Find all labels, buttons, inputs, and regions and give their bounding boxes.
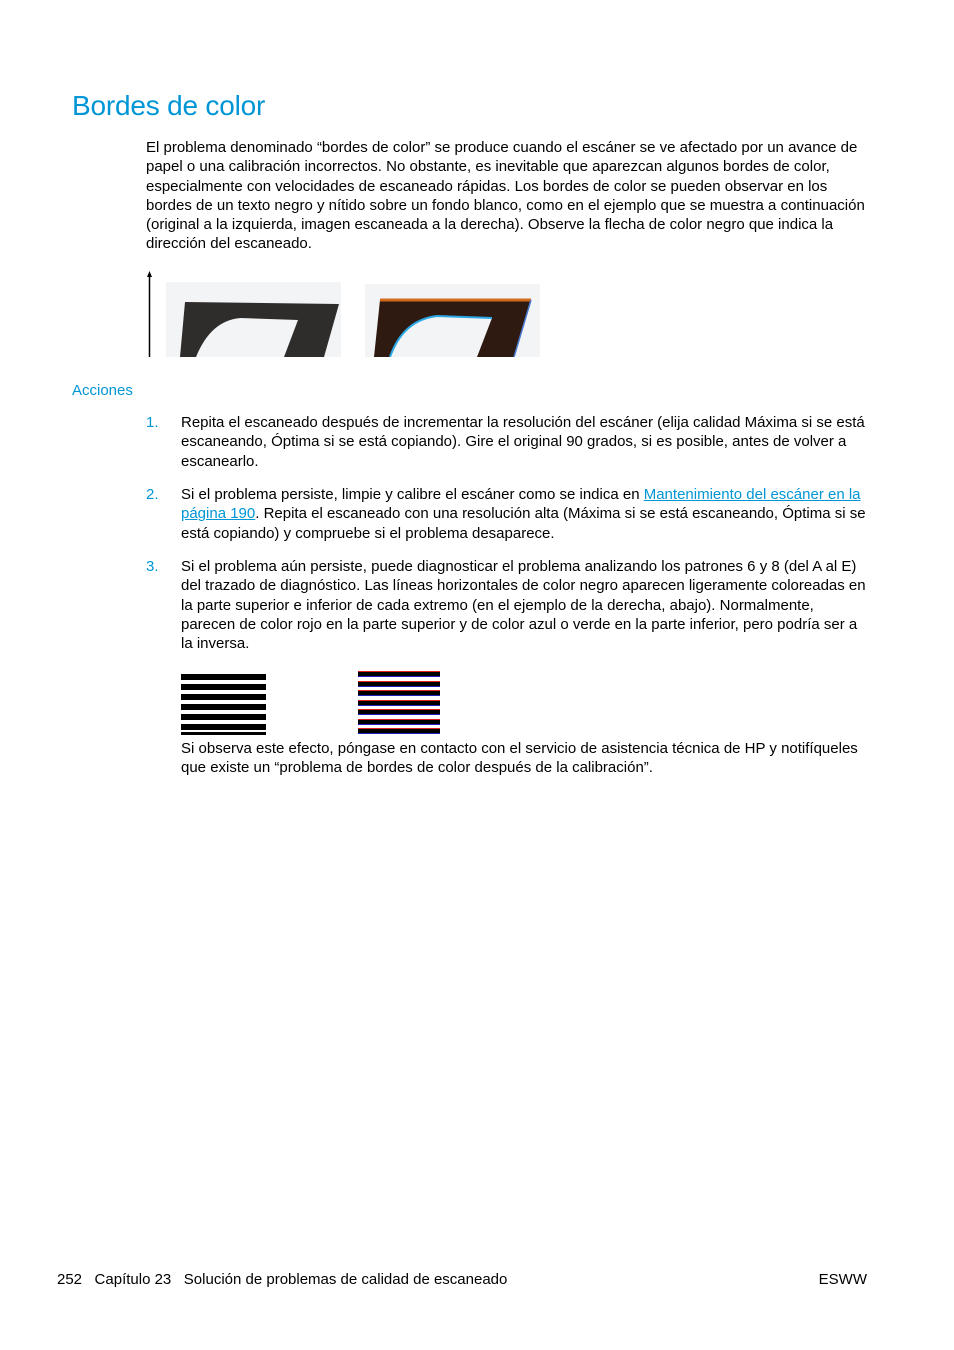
color-fringe-lines-pattern	[358, 671, 440, 734]
page-number: 252	[57, 1271, 83, 1288]
fringe-line	[358, 671, 440, 677]
step-text-part: Si el problema persiste, limpie y calibre el escáner como se indica en	[181, 486, 644, 503]
intro-paragraph: El problema denominado “bordes de color” se produce cuando el escáner se ve afectado por un avance de papel o una calibración incorrectos. No obstante, es inevitable que aparezcan algunos bordes de color, especialmente con velocidades de escaneado rápidas. Los bordes de color se pueden observar en los bordes de un texto negro y nítido sobre un fondo blanco, como en el ejemplo que se muestra a continuación (original a la izquierda, imagen escaneada a la derecha). Observe la flecha de color negro que indica la dirección del escaneado.	[146, 139, 865, 253]
step-text: Si el problema aún persiste, puede diagnosticar el problema analizando los patrones 6 y 8 (del A al E) del trazado de diagnóstico. Las líneas horizontales de color negro aparecen ligeramente coloreadas en la parte superior e inferior de cada extremo (en el ejemplo de la derecha, abajo). Normalmente, parecen de color rojo en la parte superior y de color azul o verde en la parte inferior, pero podría ser a la inversa.	[181, 558, 866, 653]
step-item	[146, 413, 870, 473]
step-text: Repita el escaneado después de incrementar la resolución del escáner (elija calidad Máxima si se está escaneando, Óptima si se está copiando). Gire el original 90 grados, si es posible, antes de volver a escanearlo.	[181, 414, 865, 470]
fringe-line	[358, 709, 440, 715]
fringe-line	[358, 690, 440, 696]
step-number: 2.	[146, 486, 159, 503]
step-note: Si observa este efecto, póngase en contacto con el servicio de asistencia técnica de HP y notifíqueles que existe un “problema de bordes de color después de la calibración”.	[181, 740, 858, 777]
step-item	[146, 557, 870, 657]
fringe-line	[358, 728, 440, 734]
scanner-maintenance-link[interactable]: Mantenimiento del escáner en la página 190	[181, 486, 861, 523]
scanned-sample-image	[365, 284, 540, 357]
page-footer	[57, 1271, 867, 1288]
step-item	[146, 485, 870, 545]
step-text-part: . Repita el escaneado con una resolución alta (Máxima si se está escaneando, Óptima si se está copiando) y compruebe si el problema desaparece.	[181, 505, 866, 542]
page-title: Bordes de color	[72, 90, 266, 121]
scan-direction-arrow-icon	[146, 271, 153, 357]
step-number: 3.	[146, 558, 159, 575]
fringe-line	[358, 700, 440, 706]
chapter-title: Solución de problemas de calidad de escaneado	[183, 1271, 508, 1288]
normal-lines-pattern	[181, 674, 266, 736]
fringe-line	[358, 681, 440, 687]
fringe-line	[358, 719, 440, 725]
section-heading-acciones: Acciones	[72, 382, 133, 399]
step-number: 1.	[146, 414, 159, 431]
step-text	[181, 485, 871, 543]
footer-locale: ESWW	[818, 1271, 867, 1288]
chapter-label: Capítulo 23	[94, 1271, 172, 1288]
original-sample-image	[166, 282, 341, 357]
